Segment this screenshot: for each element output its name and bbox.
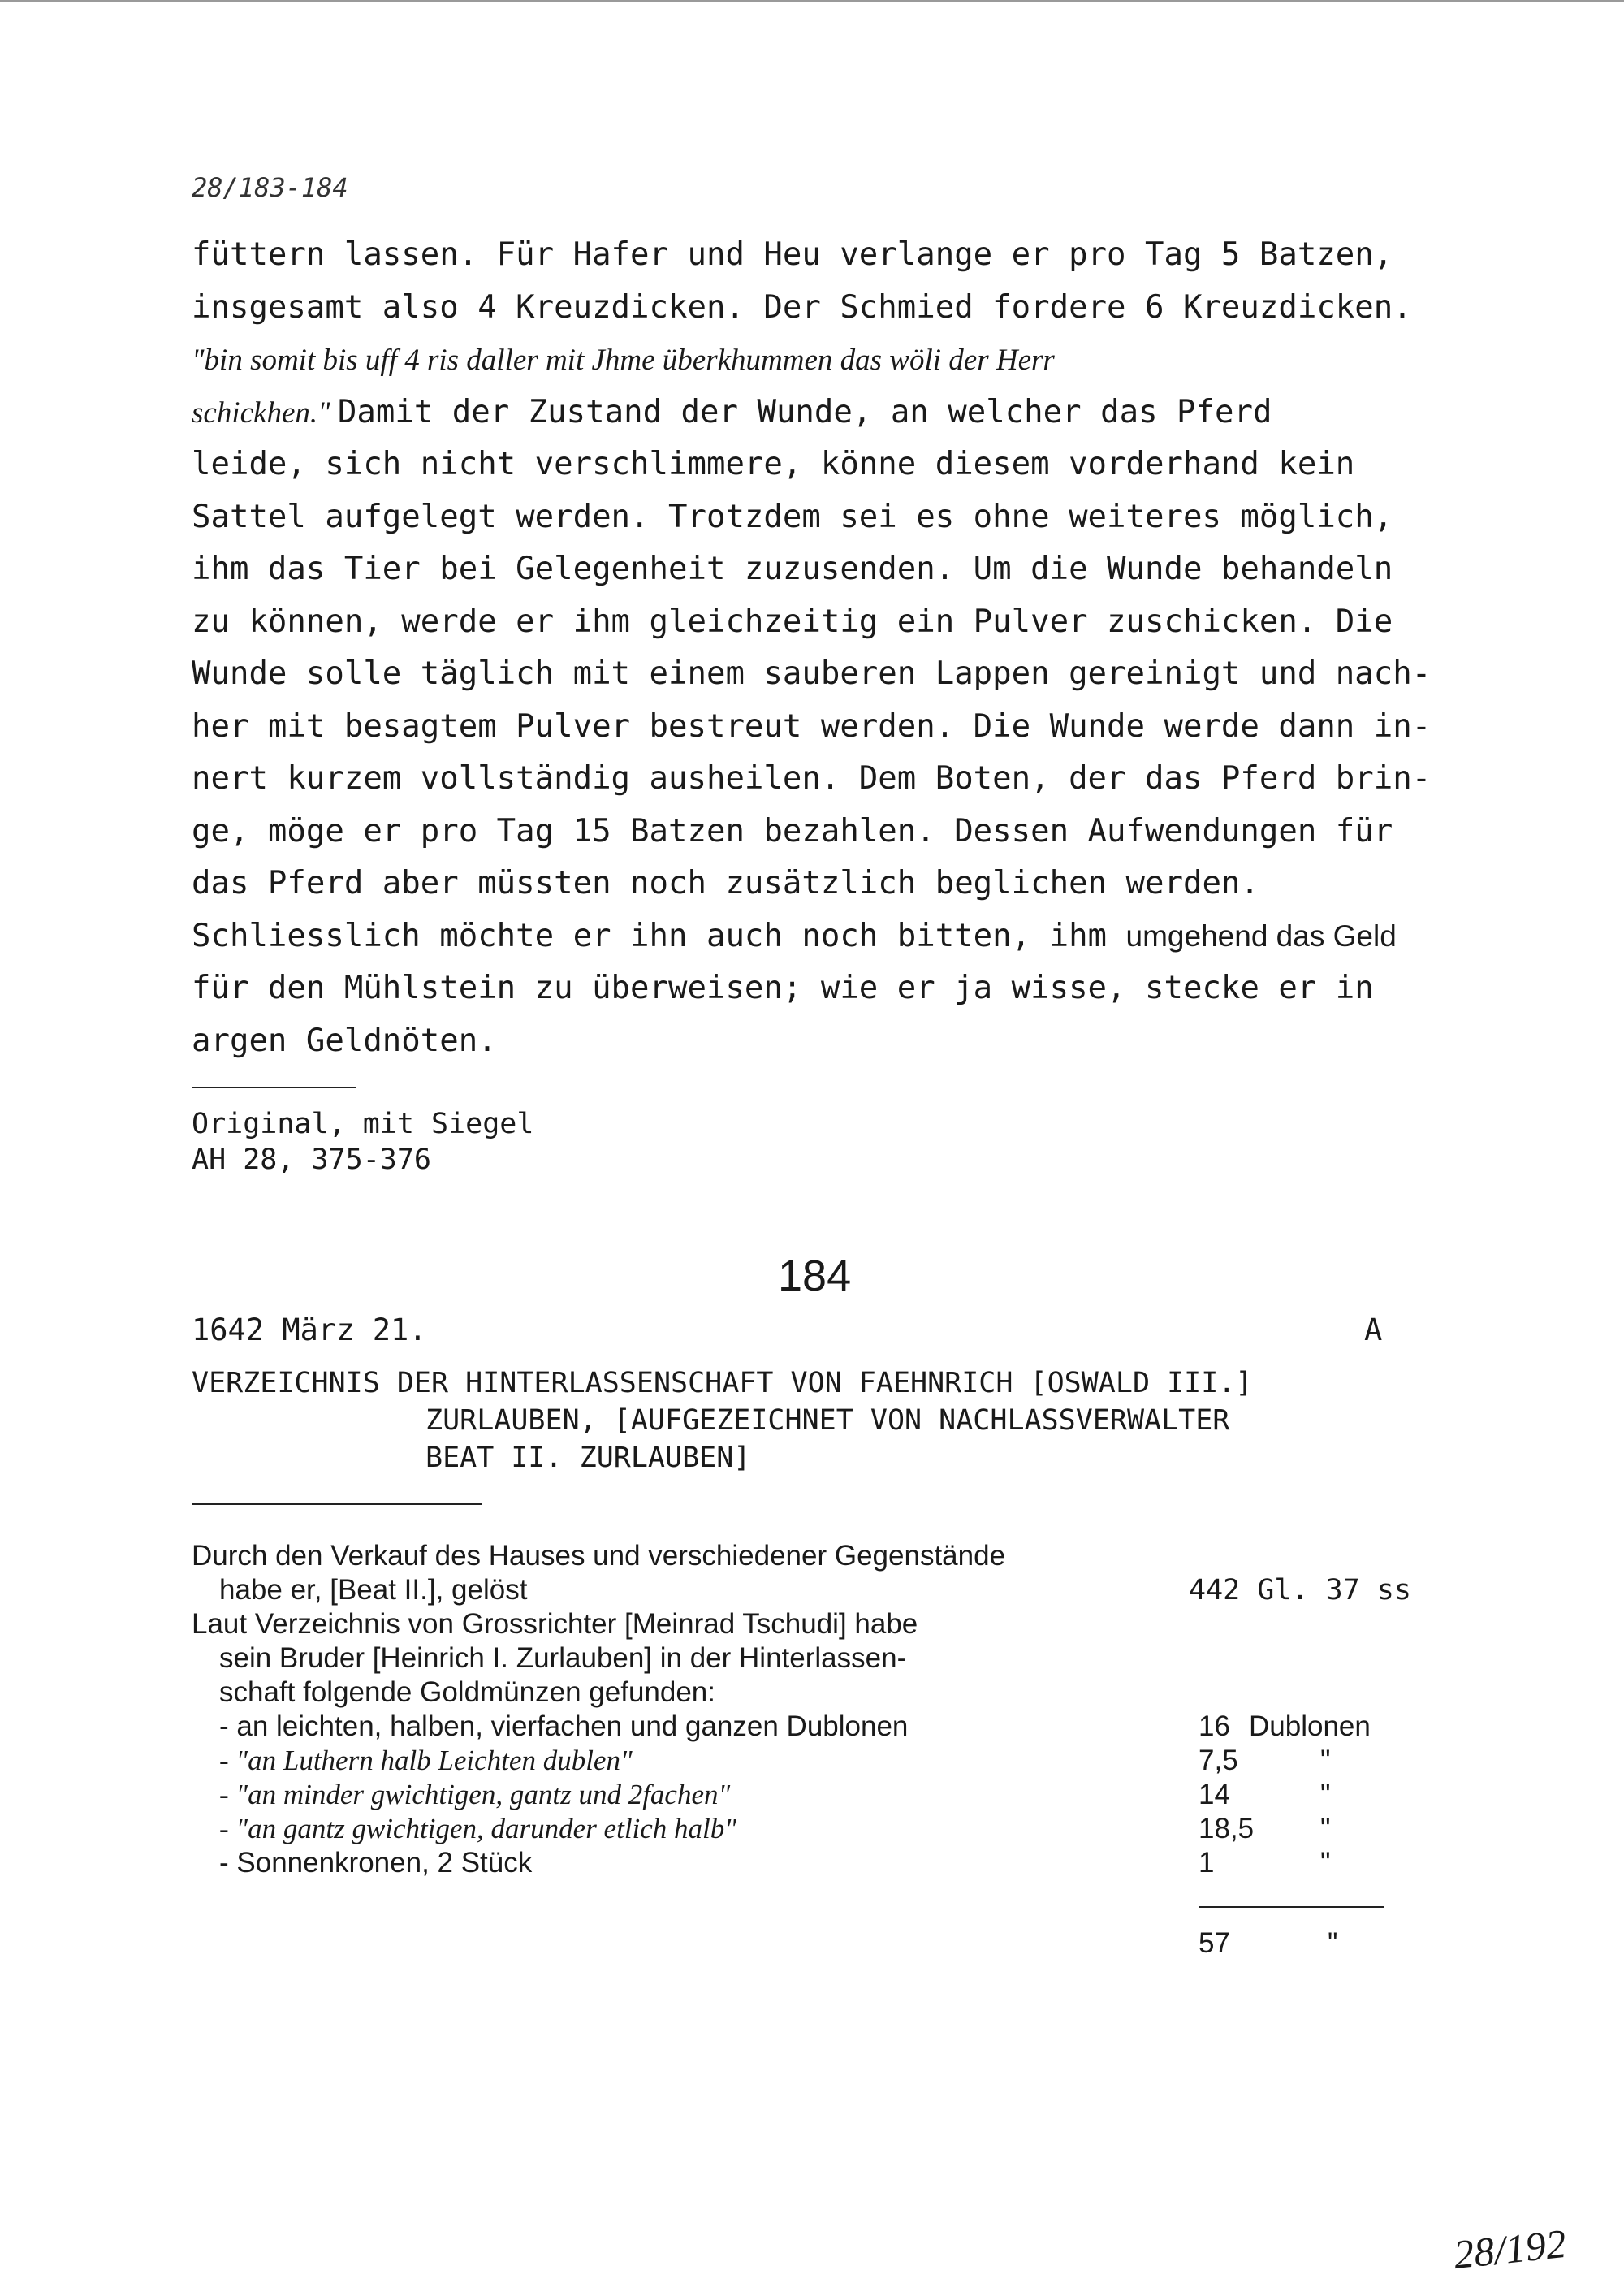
inventory-intro-amount: 442 Gl. 37 ss: [1189, 1574, 1411, 1606]
paragraph-text: für den Mühlstein zu überweisen; wie er ja wisse, stecke er in: [192, 970, 1374, 1006]
total-unit: ": [1327, 1927, 1338, 1959]
document-date: 1642 März 21.: [192, 1312, 427, 1347]
paragraph-line: [192, 753, 1491, 806]
paragraph-text: ihm das Tier bei Gelegenheit zuzusenden. Um die Wunde behandeln: [192, 551, 1393, 587]
paragraph-line: [192, 962, 1491, 1015]
paragraph-line: [192, 910, 1491, 963]
document-title-line-1: VERZEICHNIS DER HINTERLASSENSCHAFT VON FAEHNRICH [OSWALD III.]: [192, 1367, 1253, 1399]
inventory-item-text: - "an minder gwichtigen, gantz und 2fachen": [219, 1779, 731, 1810]
paragraph-line: [192, 806, 1491, 858]
paragraph-text: füttern lassen. Für Hafer und Heu verlange er pro Tag 5 Batzen,: [192, 236, 1393, 273]
inventory-item: [192, 1778, 1410, 1812]
source-original: Original, mit Siegel: [192, 1108, 534, 1140]
paragraph-line: [192, 229, 1491, 282]
inventory-item: [192, 1744, 1410, 1778]
paragraph-line: [192, 596, 1491, 649]
inventory-item-unit: ": [1320, 1745, 1331, 1776]
paragraph-line: [192, 858, 1491, 910]
paragraph-line: [192, 282, 1491, 335]
document-number: 184: [778, 1252, 852, 1300]
inventory-item-qty: 14: [1199, 1779, 1230, 1810]
paragraph-text: leide, sich nicht verschlimmere, könne diesem vorderhand kein: [192, 446, 1355, 482]
paragraph-line: [192, 387, 1491, 439]
folio-number: 28/192: [1451, 2220, 1569, 2278]
paragraph-line: [192, 491, 1491, 544]
inventory-intro-line: [192, 1539, 1410, 1573]
inventory-intro-text-1: Durch den Verkauf des Hauses und verschiedener Gegenstände: [192, 1540, 1006, 1572]
total-quantity: 57: [1199, 1927, 1230, 1959]
inventory-item-unit: Dublonen: [1249, 1710, 1371, 1742]
inventory-item-unit: ": [1320, 1847, 1331, 1879]
paragraph-text: Wunde solle täglich mit einem sauberen Lappen gereinigt und nach-: [192, 655, 1432, 692]
inventory-item: [192, 1710, 1410, 1744]
paragraph-text: "bin somit bis uff 4 ris daller mit Jhme überkhummen das wöli der Herr: [192, 344, 1055, 377]
inventory-item-unit: ": [1320, 1813, 1331, 1844]
footnote-rule: [192, 1087, 356, 1088]
paragraph-text: her mit besagtem Pulver bestreut werden. Die Wunde werde dann in-: [192, 707, 1432, 745]
document-title-line-3: BEAT II. ZURLAUBEN]: [425, 1442, 751, 1474]
inventory-list-text-1: Laut Verzeichnis von Grossrichter [Meinrad Tschudi] habe: [192, 1608, 918, 1640]
paragraph-text: das Pferd aber müssten noch zusätzlich beglichen werden.: [192, 865, 1259, 902]
paragraph-text: insgesamt also 4 Kreuzdicken. Der Schmied fordere 6 Kreuzdicken.: [192, 288, 1412, 326]
sum-rule: [1199, 1906, 1384, 1908]
inventory-intro-text-2: habe er, [Beat II.], gelöst: [219, 1574, 528, 1606]
inventory-item-text: - "an gantz gwichtigen, darunder etlich halb": [219, 1813, 736, 1844]
paragraph-text: Schliesslich möchte er ihn auch noch bitten, ihm: [192, 917, 1126, 954]
inventory-item: [192, 1846, 1410, 1880]
inventory-item-text: - an leichten, halben, vierfachen und ganzen Dublonen: [219, 1710, 909, 1742]
paragraph-line: [192, 701, 1491, 754]
inventory-item-qty: 16: [1199, 1710, 1230, 1742]
paragraph-text: umgehend das Geld: [1125, 919, 1397, 953]
paragraph-text: Damit der Zustand der Wunde, an welcher das Pferd: [337, 393, 1272, 430]
paragraph-line: [192, 334, 1491, 387]
inventory-item-qty: 18,5: [1199, 1813, 1255, 1844]
document-letter: A: [1364, 1312, 1383, 1347]
paragraph-text: ge, möge er pro Tag 15 Batzen bezahlen. Dessen Aufwendungen für: [192, 812, 1393, 850]
paragraph-line: [192, 648, 1491, 701]
inventory-list-text-2: sein Bruder [Heinrich I. Zurlauben] in der Hinterlassen-: [219, 1642, 907, 1674]
inventory-item-text: - Sonnenkronen, 2 Stück: [219, 1847, 533, 1879]
inventory: [192, 1539, 1410, 1880]
inventory-item-qty: 1: [1199, 1847, 1215, 1879]
inventory-intro-line: [192, 1573, 1410, 1607]
inventory-item-unit: ": [1320, 1779, 1331, 1810]
inventory-list-intro-line: [192, 1641, 1410, 1676]
inventory-list-text-3: schaft folgende Goldmünzen gefunden:: [219, 1676, 715, 1708]
inventory-item-qty: 7,5: [1199, 1745, 1238, 1776]
paragraph-line: [192, 543, 1491, 596]
source-archive-ref: AH 28, 375-376: [192, 1144, 432, 1176]
page-top-border: [0, 0, 1624, 2]
paragraph-text: zu können, werde er ihm gleichzeitig ein Pulver zuschicken. Die: [192, 603, 1393, 640]
paragraph-line: [192, 1015, 1491, 1068]
inventory-list-intro-line: [192, 1676, 1410, 1710]
page-reference: 28/183-184: [192, 172, 348, 203]
inventory-list-intro-line: [192, 1607, 1410, 1641]
paragraph-line: [192, 439, 1491, 491]
body-paragraph: [192, 229, 1491, 1067]
document-title-line-2: ZURLAUBEN, [AUFGEZEICHNET VON NACHLASSVERWALTER: [425, 1404, 1230, 1437]
inventory-total: [1199, 1927, 1337, 1960]
paragraph-text: schickhen.": [192, 396, 338, 430]
paragraph-text: argen Geldnöten.: [192, 1022, 497, 1059]
inventory-item-text: - "an Luthern halb Leichten dublen": [219, 1745, 633, 1776]
paragraph-text: Sattel aufgelegt werden. Trotzdem sei es ohne weiteres möglich,: [192, 498, 1393, 535]
paragraph-text: nert kurzem vollständig ausheilen. Dem Boten, der das Pferd brin-: [192, 760, 1432, 797]
inventory-item: [192, 1812, 1410, 1846]
title-rule: [192, 1503, 482, 1505]
